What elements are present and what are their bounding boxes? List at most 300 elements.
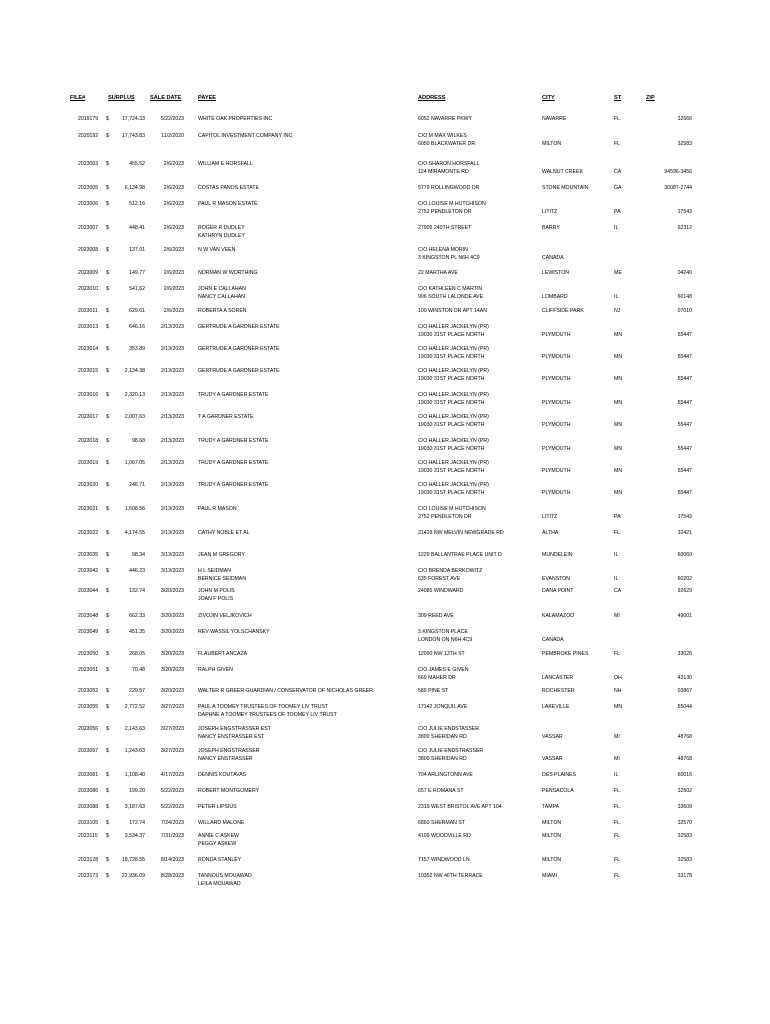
header-file: FILE# xyxy=(70,95,86,101)
row-zip: 17543 xyxy=(677,209,692,215)
row-sale-date: 7/24/2023 xyxy=(160,820,184,826)
row-zip: 48768 xyxy=(677,734,692,740)
row-payee: JOHN M POLIS JOAN F POLIS xyxy=(198,588,235,602)
row-address: 27905 240TH STREET xyxy=(418,225,472,231)
row-dollar-sign: $ xyxy=(106,414,109,420)
row-payee: WILLARD MALONE xyxy=(198,820,245,826)
row-dollar-sign: $ xyxy=(106,788,109,794)
row-surplus-amount: 2,143.63 xyxy=(124,726,145,732)
row-sale-date: 2/6/2023 xyxy=(163,185,184,191)
row-zip: 55447 xyxy=(677,376,692,382)
row-sale-date: 3/27/2023 xyxy=(160,726,184,732)
row-sale-date: 3/13/2023 xyxy=(160,552,184,558)
row-zip: 03867 xyxy=(677,688,692,694)
row-zip: 33178 xyxy=(677,873,692,879)
row-address: C/O JAMES E GIVEN 669 MAHER DR xyxy=(418,667,469,681)
row-file-number: 2023021 xyxy=(78,506,99,512)
row-city: PLYMOUTH xyxy=(542,422,571,428)
row-zip: 49001 xyxy=(677,613,692,619)
row-surplus-amount: 149.77 xyxy=(129,270,145,276)
row-city: MILTON xyxy=(542,857,562,863)
row-state: CA xyxy=(614,169,622,175)
row-dollar-sign: $ xyxy=(106,651,109,657)
row-file-number: 2023017 xyxy=(78,414,99,420)
row-file-number: 2023086 xyxy=(78,788,99,794)
row-dollar-sign: $ xyxy=(106,247,109,253)
row-dollar-sign: $ xyxy=(106,161,109,167)
row-payee: JOSEPH ENGSTRASSER EST NANCY ENSTRASSER EST xyxy=(198,726,271,740)
header-payee: PAYEE xyxy=(198,95,217,101)
row-surplus-amount: 2,320.13 xyxy=(124,392,145,398)
row-payee: ANNIE C ASKEW PEGGY ASKEW xyxy=(198,833,239,847)
row-city: LOMBARD xyxy=(542,294,568,300)
row-sale-date: 2/13/2023 xyxy=(160,324,184,330)
row-city: LAKEVILLE xyxy=(542,704,570,710)
row-surplus-amount: 2,007.63 xyxy=(124,414,145,420)
row-zip: 30087-2744 xyxy=(664,185,692,191)
row-surplus-amount: 2,134.38 xyxy=(124,368,145,374)
row-file-number: 2023042 xyxy=(78,568,99,574)
row-sale-date: 2/13/2023 xyxy=(160,530,184,536)
row-state: FL xyxy=(614,804,621,810)
row-file-number: 2023081 xyxy=(78,772,99,778)
row-city: CANADA xyxy=(542,637,564,643)
row-city: PLYMOUTH xyxy=(542,376,571,382)
row-address: 589 PINE ST xyxy=(418,688,449,694)
row-dollar-sign: $ xyxy=(106,667,109,673)
header-surplus: SURPLUS xyxy=(108,95,135,101)
row-address: 3 KINGSTON PLACE LONDON ON N6H 4C9 xyxy=(418,629,473,643)
row-surplus-amount: 1,508.56 xyxy=(124,506,145,512)
row-state: MN xyxy=(614,400,623,406)
row-address: C/O BRENDA BERKOWITZ 635 FOREST AVE xyxy=(418,568,483,582)
header-st: ST xyxy=(614,95,622,101)
row-file-number: 2023105 xyxy=(78,820,99,826)
row-sale-date: 8/14/2023 xyxy=(160,857,184,863)
row-address: C/O LOUISE M HUTCHISON 2752 PENDLETON DR xyxy=(418,201,486,215)
row-zip: 55447 xyxy=(677,332,692,338)
row-state: FL xyxy=(614,820,621,826)
row-dollar-sign: $ xyxy=(106,530,109,536)
row-zip: 92629 xyxy=(677,588,692,594)
row-dollar-sign: $ xyxy=(106,588,109,594)
row-file-number: 2023009 xyxy=(78,270,99,276)
row-zip: 33026 xyxy=(677,651,692,657)
row-surplus-amount: 646.16 xyxy=(129,324,145,330)
row-state: NJ xyxy=(614,308,621,314)
row-payee: GERTRUDE A GARDNER ESTATE xyxy=(198,346,280,352)
row-payee: WILLIAM E HORSFALL xyxy=(198,161,253,167)
row-payee: NORMAN W WORTHING xyxy=(198,270,258,276)
row-surplus-amount: 268.05 xyxy=(129,651,145,657)
row-sale-date: 2/13/2023 xyxy=(160,414,184,420)
row-address: 7157 WINDWOOD LN xyxy=(418,857,470,863)
row-city: MILTON xyxy=(542,141,562,147)
row-address: 4109 WOODVILLE RD xyxy=(418,833,471,839)
row-surplus-amount: 1,108.40 xyxy=(124,772,145,778)
row-zip: 55447 xyxy=(677,468,692,474)
row-payee: COSTAS PANOS ESTATE xyxy=(198,185,260,191)
row-zip: 32421 xyxy=(677,530,692,536)
row-city: NAVARRE xyxy=(542,116,567,122)
row-state: MN xyxy=(614,354,623,360)
row-dollar-sign: $ xyxy=(106,629,109,635)
row-payee: WHITE OAK PROPERTIES INC xyxy=(198,116,273,122)
row-file-number: 2023013 xyxy=(78,324,99,330)
row-state: MI xyxy=(614,756,620,762)
row-payee: PAUL A TOOMEY TRUSTEES OF TOOMEY LIV TRUST DAPHNE A TOOMEY TRUSTEES OF TOOMEY LIV TRUST xyxy=(198,704,337,718)
row-zip: 60060 xyxy=(677,552,692,558)
row-payee: RONDA STANLEY xyxy=(198,857,242,863)
row-file-number: 2023044 xyxy=(78,588,99,594)
row-state: IL xyxy=(614,576,619,582)
row-payee: TRUDY A GARDNER ESTATE xyxy=(198,438,269,444)
row-sale-date: 3/13/2023 xyxy=(160,568,184,574)
row-city: PLYMOUTH xyxy=(542,468,571,474)
row-file-number: 2023010 xyxy=(78,286,99,292)
row-city: BARRY xyxy=(542,225,560,231)
row-surplus-amount: 629.61 xyxy=(129,308,145,314)
row-dollar-sign: $ xyxy=(106,482,109,488)
row-address: 309 REED AVE xyxy=(418,613,454,619)
row-payee: ROBERT MONTGOMERY xyxy=(198,788,260,794)
row-dollar-sign: $ xyxy=(106,857,109,863)
row-city: KALAMAZOO xyxy=(542,613,575,619)
row-city: PENSACOLA xyxy=(542,788,574,794)
row-sale-date: 2/13/2023 xyxy=(160,392,184,398)
row-sale-date: 3/27/2023 xyxy=(160,704,184,710)
row-address: C/O HALLER JACKELYN (PR) 19030 31ST PLACE NORTH xyxy=(418,368,489,382)
row-address: C/O HALLER JACKELYN (PR) 19030 31ST PLACE NORTH xyxy=(418,346,489,360)
row-file-number: 2023052 xyxy=(78,688,99,694)
row-surplus-amount: 541.62 xyxy=(129,286,145,292)
row-state: PA xyxy=(614,514,621,520)
row-surplus-amount: 451.35 xyxy=(129,629,145,635)
row-city: STONE MOUNTAIN xyxy=(542,185,589,191)
row-address: C/O HALLER JACKELYN (PR) 19030 31ST PLACE NORTH xyxy=(418,392,489,406)
row-payee: GERTRUDE A GARDNER ESTATE xyxy=(198,368,280,374)
row-state: FL xyxy=(614,651,621,657)
row-sale-date: 2/6/2023 xyxy=(163,286,184,292)
row-surplus-amount: 446.23 xyxy=(129,568,145,574)
row-address: C/O JULIE ENDSTASSER 3800 SHERIDAN RD xyxy=(418,726,480,740)
row-file-number: 2023011 xyxy=(78,308,98,314)
row-state: MN xyxy=(614,376,623,382)
row-file-number: 2023018 xyxy=(78,438,99,444)
row-sale-date: 5/22/2023 xyxy=(160,116,184,122)
row-state: FL xyxy=(614,857,621,863)
row-state: IL xyxy=(614,225,619,231)
row-city: DES PLAINES xyxy=(542,772,577,778)
row-zip: 33609 xyxy=(677,804,692,810)
row-city: PEMBROKE PINES xyxy=(542,651,589,657)
row-address: C/O HALLER JACKELYN (PR) 19030 31ST PLACE NORTH xyxy=(418,324,489,338)
row-file-number: 2023049 xyxy=(78,629,99,635)
row-address: 21429 NW MELVIN NEWGRADE RD xyxy=(418,530,504,536)
row-sale-date: 3/20/2023 xyxy=(160,588,184,594)
row-address: C/O HELENA MORIN 3 KINGSTON PL N6H 4C9 xyxy=(418,247,480,261)
row-surplus-amount: 1,067.05 xyxy=(124,460,145,466)
row-sale-date: 3/20/2023 xyxy=(160,613,184,619)
row-address: C/O JULIE ENDSTRASSER 3800 SHERIDAN RD xyxy=(418,748,484,762)
row-city: TAMPA xyxy=(542,804,560,810)
row-address: C/O SHARON HORSFALL 124 MIRAMONTE RD xyxy=(418,161,480,175)
row-address: C/O HALLER JACKELYN (PR) 19030 31ST PLACE NORTH xyxy=(418,438,489,452)
row-state: GA xyxy=(614,185,622,191)
row-state: MN xyxy=(614,422,623,428)
row-payee: TRUDY A GARDNER ESTATE xyxy=(198,392,269,398)
row-file-number: 2023056 xyxy=(78,726,99,732)
row-address: 2319 WEST BRISTOL AVE APT 104 xyxy=(418,804,502,810)
row-city: LANCASTER xyxy=(542,675,574,681)
row-payee: RALPH GIVEN xyxy=(198,667,233,673)
row-sale-date: 5/22/2023 xyxy=(160,804,184,810)
row-sale-date: 2/6/2023 xyxy=(163,161,184,167)
row-sale-date: 11/2/2020 xyxy=(161,133,184,139)
row-dollar-sign: $ xyxy=(106,568,109,574)
row-state: OH xyxy=(614,675,622,681)
row-payee: CAPITOL INVESTMENT COMPANY INC xyxy=(198,133,293,139)
row-dollar-sign: $ xyxy=(106,392,109,398)
row-state: FL xyxy=(614,530,621,536)
row-zip: 32570 xyxy=(677,820,692,826)
row-surplus-amount: 3,534.37 xyxy=(124,833,145,839)
row-payee: TRUDY A GARDNER ESTATE xyxy=(198,482,269,488)
row-city: VASSAR xyxy=(542,756,563,762)
row-dollar-sign: $ xyxy=(106,185,109,191)
row-file-number: 2023088 xyxy=(78,804,99,810)
row-address: 22 MARTHA AVE xyxy=(418,270,458,276)
row-city: PLYMOUTH xyxy=(542,332,571,338)
row-surplus-amount: 1,243.63 xyxy=(124,748,145,754)
row-surplus-amount: 3,187.63 xyxy=(124,804,145,810)
row-file-number: 2023050 xyxy=(78,651,99,657)
row-surplus-amount: 17,724.33 xyxy=(121,116,145,122)
row-address: 24085 WINDWARD xyxy=(418,588,464,594)
row-zip: 60016 xyxy=(677,772,692,778)
header-address: ADDRESS xyxy=(418,95,446,101)
row-file-number: 2020192 xyxy=(78,133,99,139)
row-surplus-amount: 353.89 xyxy=(129,346,145,352)
row-dollar-sign: $ xyxy=(106,308,109,314)
row-zip: 32566 xyxy=(677,116,692,122)
row-zip: 04240 xyxy=(677,270,692,276)
row-file-number: 2023055 xyxy=(78,704,99,710)
row-surplus-amount: 455.52 xyxy=(129,161,145,167)
row-file-number: 2023007 xyxy=(78,225,99,231)
row-city: PLYMOUTH xyxy=(542,400,571,406)
row-dollar-sign: $ xyxy=(106,613,109,619)
row-state: MN xyxy=(614,704,623,710)
row-state: FL xyxy=(614,116,621,122)
row-payee: N W VAN VEEN xyxy=(198,247,236,253)
row-state: FL xyxy=(614,873,621,879)
row-state: FL xyxy=(614,788,621,794)
row-file-number: 2023022 xyxy=(78,530,99,536)
row-address: 657 E ROMANA ST xyxy=(418,788,464,794)
row-zip: 48768 xyxy=(677,756,692,762)
row-sale-date: 3/20/2023 xyxy=(160,651,184,657)
row-zip: 32583 xyxy=(677,141,692,147)
row-city: VASSAR xyxy=(542,734,563,740)
row-state: IL xyxy=(614,552,619,558)
row-file-number: 2023115 xyxy=(78,833,98,839)
row-file-number: 2023005 xyxy=(78,185,99,191)
row-payee: PAUL R MASON xyxy=(198,506,237,512)
row-dollar-sign: $ xyxy=(106,688,109,694)
row-zip: 07010 xyxy=(677,308,692,314)
row-dollar-sign: $ xyxy=(106,438,109,444)
row-sale-date: 2/6/2023 xyxy=(163,308,184,314)
row-state: FL xyxy=(614,833,621,839)
row-file-number: 2023016 xyxy=(78,392,99,398)
row-file-number: 2023015 xyxy=(78,368,99,374)
row-surplus-amount: 98.68 xyxy=(132,438,145,444)
row-city: ROCHESTER xyxy=(542,688,575,694)
row-dollar-sign: $ xyxy=(106,726,109,732)
row-state: MN xyxy=(614,332,623,338)
row-payee: JOSEPH ENGSTRASSER NANCY ENSTRASSER xyxy=(198,748,260,762)
row-file-number: 2023035 xyxy=(78,552,99,558)
row-dollar-sign: $ xyxy=(106,201,109,207)
row-sale-date: 2/13/2023 xyxy=(160,438,184,444)
row-dollar-sign: $ xyxy=(106,133,109,139)
row-address: C/O HALLER JACKELYN (PR) 19030 31ST PLACE NORTH xyxy=(418,414,489,428)
row-sale-date: 2/13/2023 xyxy=(160,482,184,488)
row-surplus-amount: 132.74 xyxy=(129,588,145,594)
row-dollar-sign: $ xyxy=(106,225,109,231)
row-file-number: 2023003 xyxy=(78,161,99,167)
row-file-number: 2023008 xyxy=(78,247,99,253)
row-payee: JEAN M GREGORY xyxy=(198,552,245,558)
row-sale-date: 2/6/2023 xyxy=(163,270,184,276)
row-dollar-sign: $ xyxy=(106,804,109,810)
row-sale-date: 3/27/2023 xyxy=(160,748,184,754)
row-city: PLYMOUTH xyxy=(542,490,571,496)
row-dollar-sign: $ xyxy=(106,116,109,122)
row-sale-date: 2/13/2023 xyxy=(160,506,184,512)
row-city: DANA POINT xyxy=(542,588,574,594)
row-file-number: 2023128 xyxy=(78,857,99,863)
row-dollar-sign: $ xyxy=(106,506,109,512)
row-address: 5779 ROLLINGWOOD DR xyxy=(418,185,480,191)
row-payee: WALTER R GREER GUARDIAN / CONSERVATOR OF NICHOLAS GREER xyxy=(198,688,373,694)
row-city: MILTON xyxy=(542,833,562,839)
row-dollar-sign: $ xyxy=(106,270,109,276)
row-surplus-amount: 512.16 xyxy=(129,201,145,207)
row-file-number: 2023019 xyxy=(78,460,99,466)
row-dollar-sign: $ xyxy=(106,552,109,558)
row-address: 6052 NAVARRE PKWY xyxy=(418,116,473,122)
row-zip: 32502 xyxy=(677,788,692,794)
row-sale-date: 2/6/2023 xyxy=(163,201,184,207)
row-file-number: 2023048 xyxy=(78,613,99,619)
row-payee: JOHN E CALLAHAN NANCY CALLAHAN xyxy=(198,286,246,300)
row-dollar-sign: $ xyxy=(106,833,109,839)
row-dollar-sign: $ xyxy=(106,772,109,778)
row-surplus-amount: 98.34 xyxy=(132,552,145,558)
row-zip: 60202 xyxy=(677,576,692,582)
row-sale-date: 3/20/2023 xyxy=(160,667,184,673)
row-file-number: 2023006 xyxy=(78,201,99,207)
row-zip: 43130 xyxy=(677,675,692,681)
row-surplus-amount: 662.33 xyxy=(129,613,145,619)
row-dollar-sign: $ xyxy=(106,324,109,330)
row-address: C/O HALLER JACKELYN (PR) 19030 31ST PLACE NORTH xyxy=(418,460,489,474)
row-sale-date: 3/20/2023 xyxy=(160,688,184,694)
header-sale-date: SALE DATE xyxy=(150,95,182,101)
row-surplus-amount: 17,743.83 xyxy=(121,133,145,139)
row-surplus-amount: 18,728.55 xyxy=(121,857,145,863)
row-surplus-amount: 246.71 xyxy=(129,482,145,488)
row-state: CA xyxy=(614,588,622,594)
row-zip: 17543 xyxy=(677,514,692,520)
row-sale-date: 2/13/2023 xyxy=(160,346,184,352)
row-address: 704 ARLINGTONN AVE xyxy=(418,772,473,778)
row-state: IL xyxy=(614,294,619,300)
row-city: MUNDELEIN xyxy=(542,552,573,558)
row-city: MILTON xyxy=(542,820,562,826)
row-address: 12090 NW 13TH ST xyxy=(418,651,465,657)
row-city: CANADA xyxy=(542,255,564,261)
row-address: C/O LOUISE M HUTCHISON 2752 PENDLETON DR xyxy=(418,506,486,520)
row-city: EVANSTON xyxy=(542,576,571,582)
row-payee: DENNIS KOUTAVAS xyxy=(198,772,247,778)
row-address: 10352 NW 46TH TERRACE xyxy=(418,873,483,879)
row-file-number: 2019179 xyxy=(78,116,99,122)
row-address: 17142 JONQUIL AVE xyxy=(418,704,468,710)
row-dollar-sign: $ xyxy=(106,873,109,879)
row-dollar-sign: $ xyxy=(106,748,109,754)
row-state: MN xyxy=(614,468,623,474)
row-sale-date: 4/17/2023 xyxy=(160,772,184,778)
row-surplus-amount: 2,772.52 xyxy=(124,704,145,710)
row-city: ALTHA xyxy=(542,530,559,536)
row-dollar-sign: $ xyxy=(106,460,109,466)
row-zip: 55447 xyxy=(677,446,692,452)
row-payee: TRUDY A GARDNER ESTATE xyxy=(198,460,269,466)
header-zip: ZIP xyxy=(646,95,655,101)
row-sale-date: 2/6/2023 xyxy=(163,225,184,231)
row-file-number: 2023051 xyxy=(78,667,99,673)
row-surplus-amount: 229.57 xyxy=(129,688,145,694)
row-city: PLYMOUTH xyxy=(542,446,571,452)
row-city: LITITZ xyxy=(542,514,558,520)
row-payee: CATHY NOBLE ET AL xyxy=(198,530,250,536)
row-zip: 62312 xyxy=(677,225,692,231)
row-sale-date: 3/20/2023 xyxy=(160,629,184,635)
row-zip: 32583 xyxy=(677,833,692,839)
row-city: CLIFFSIDE PARK xyxy=(542,308,584,314)
row-file-number: 2023014 xyxy=(78,346,99,352)
row-state: MI xyxy=(614,613,620,619)
row-payee: GERTRUDE A GARDNER ESTATE xyxy=(198,324,280,330)
row-zip: 60148 xyxy=(677,294,692,300)
row-file-number: 2023020 xyxy=(78,482,99,488)
row-surplus-amount: 4,174.55 xyxy=(124,530,145,536)
row-sale-date: 7/31/2023 xyxy=(160,833,184,839)
row-zip: 94596-3456 xyxy=(664,169,692,175)
row-address: C/O HALLER JACKELYN (PR) 19030 31ST PLACE NORTH xyxy=(418,482,489,496)
row-surplus-amount: 22,936.09 xyxy=(121,873,145,879)
row-payee: ROBERTA A SOREN xyxy=(198,308,247,314)
row-payee: FLAUBERT ANCAZA xyxy=(198,651,248,657)
row-state: PA xyxy=(614,209,621,215)
row-city: PLYMOUTH xyxy=(542,354,571,360)
row-payee: H L SEIDMAN BERNICE SEIDMAN xyxy=(198,568,247,582)
row-sale-date: 2/13/2023 xyxy=(160,368,184,374)
row-sale-date: 5/22/2023 xyxy=(160,788,184,794)
